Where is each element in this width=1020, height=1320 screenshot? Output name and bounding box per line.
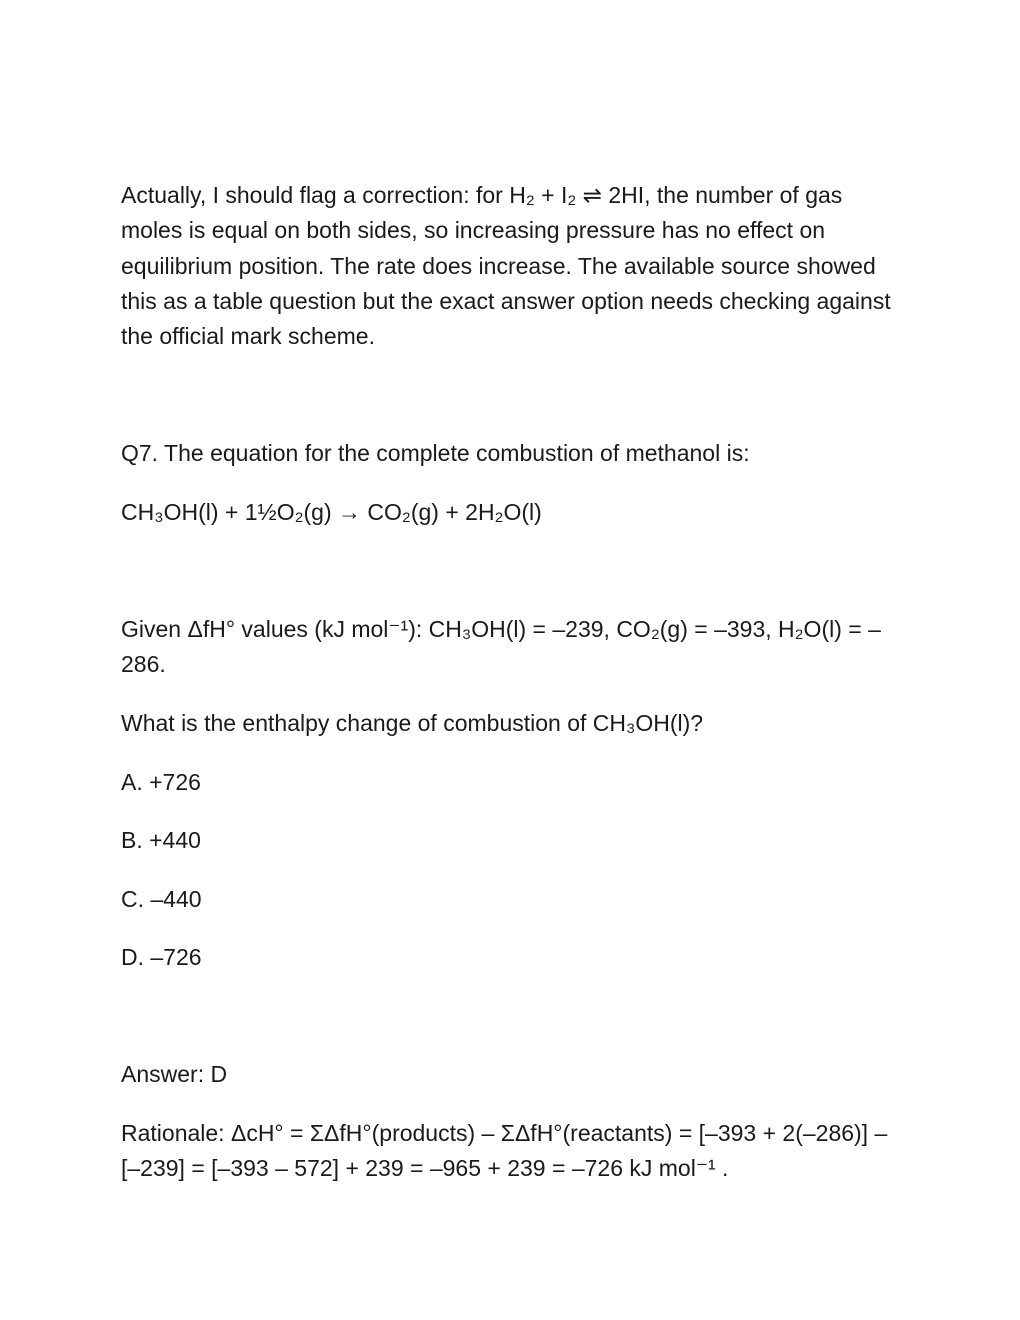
answer-line: Answer: D (121, 1061, 228, 1087)
question-stem: Q7. The equation for the complete combustion of methanol is: (121, 440, 750, 466)
rationale-paragraph: Rationale: ΔcH° = ΣΔfH°(products) – ΣΔfH°(reactants) = [–393 + 2(–286)] – [–239] = [–393 – 572] + 239 = –965 + 239 = –726 kJ mol⁻¹ . (121, 1120, 888, 1182)
answer-option-b: B. +440 (121, 827, 201, 853)
given-enthalpy-values: Given ΔfH° values (kJ mol⁻¹): CH₃OH(l) = –239, CO₂(g) = –393, H₂O(l) = –286. (121, 616, 881, 678)
answer-option-a: A. +726 (121, 769, 201, 795)
combustion-equation: CH₃OH(l) + 1½O₂(g) → CO₂(g) + 2H₂O(l) (121, 499, 542, 525)
answer-option-d: D. –726 (121, 944, 202, 970)
question-prompt: What is the enthalpy change of combustion of CH₃OH(l)? (121, 710, 704, 736)
answer-option-c: C. –440 (121, 886, 202, 912)
correction-paragraph: Actually, I should flag a correction: for H₂ + I₂ ⇌ 2HI, the number of gas moles is equal on both sides, so increasing pressure has no effect on equilibrium position. The rate does increase. The available source showed this as a table question but the exact answer option needs checking against the official mark scheme. (121, 182, 891, 350)
